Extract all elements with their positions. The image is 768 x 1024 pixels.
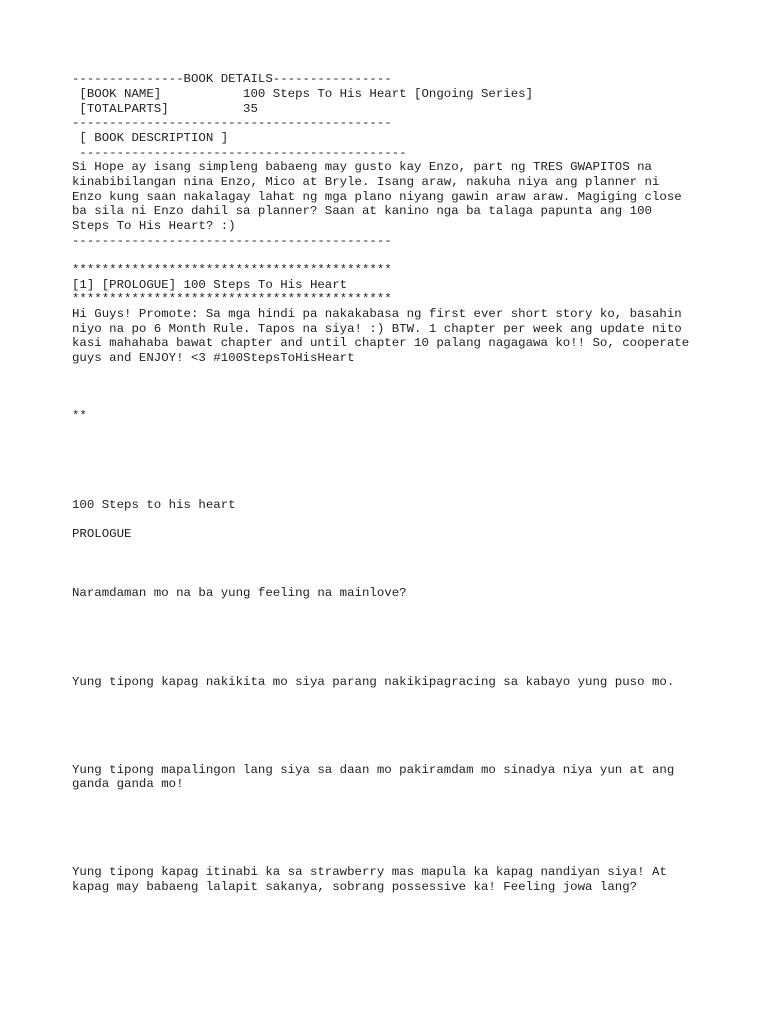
description-line: Si Hope ay isang simpleng babaeng may gusto kay Enzo, part ng TRES GWAPITOS na bbox=[72, 160, 652, 174]
story-paragraph-line: Yung tipong kapag itinabi ka sa strawberry mas mapula ka kapag nandiyan siya! At bbox=[72, 865, 667, 879]
story-title: 100 Steps to his heart bbox=[72, 498, 236, 512]
story-paragraph-line: ganda ganda mo! bbox=[72, 777, 184, 791]
story-paragraph-line: Yung tipong kapag nakikita mo siya parang nakikipagracing sa kabayo yung puso mo. bbox=[72, 675, 675, 689]
book-details-rule: ------------------------------------------- bbox=[72, 116, 392, 130]
section-heading: PROLOGUE bbox=[72, 527, 132, 541]
book-details-header-rule: ---------------BOOK DETAILS---------------- bbox=[72, 72, 392, 86]
total-parts-row: [TOTALPARTS] 35 bbox=[72, 102, 258, 116]
story-paragraph-line: Yung tipong mapalingon lang siya sa daan mo pakiramdam mo sinadya niya yun at ang bbox=[72, 763, 675, 777]
author-note-line: niyo na po 6 Month Rule. Tapos na siya! :) BTW. 1 chapter per week ang update nito bbox=[72, 322, 682, 336]
description-line: ba sila ni Enzo dahil sa planner? Saan at kanino nga ba talaga papunta ang 100 bbox=[72, 204, 652, 218]
description-line: kinabibilangan nina Enzo, Mico at Bryle. Isang araw, nakuha niya ang planner ni bbox=[72, 175, 660, 189]
author-note-line: kasi mahahaba bawat chapter and until chapter 10 palang nagagawa ko!! So, cooperate bbox=[72, 336, 690, 350]
book-description-heading: [ BOOK DESCRIPTION ] bbox=[72, 131, 229, 145]
author-note-line: Hi Guys! Promote: Sa mga hindi pa nakakabasa ng first ever short story ko, basahin bbox=[72, 307, 682, 321]
story-paragraph-line: kapag may babaeng lalapit sakanya, sobrang possessive ka! Feeling jowa lang? bbox=[72, 880, 638, 894]
book-name-row: [BOOK NAME] 100 Steps To His Heart [Ongoing Series] bbox=[72, 87, 534, 101]
book-description-rule-bottom: ------------------------------------------- bbox=[72, 234, 392, 248]
chapter-star-rule-top: ******************************************* bbox=[72, 263, 392, 277]
story-paragraph-line: Naramdaman mo na ba yung feeling na mainlove? bbox=[72, 586, 407, 600]
scene-separator: ** bbox=[72, 409, 87, 423]
description-line: Enzo kung saan nakalagay lahat ng mga plano niyang gawin araw araw. Magiging close bbox=[72, 190, 682, 204]
book-description-rule-top: -------------------------------------------- bbox=[72, 146, 407, 160]
description-line: Steps To His Heart? :) bbox=[72, 219, 236, 233]
chapter-title: [1] [PROLOGUE] 100 Steps To His Heart bbox=[72, 278, 348, 292]
chapter-star-rule-bottom: ******************************************* bbox=[72, 292, 392, 306]
author-note-line: guys and ENJOY! <3 #100StepsToHisHeart bbox=[72, 351, 355, 365]
